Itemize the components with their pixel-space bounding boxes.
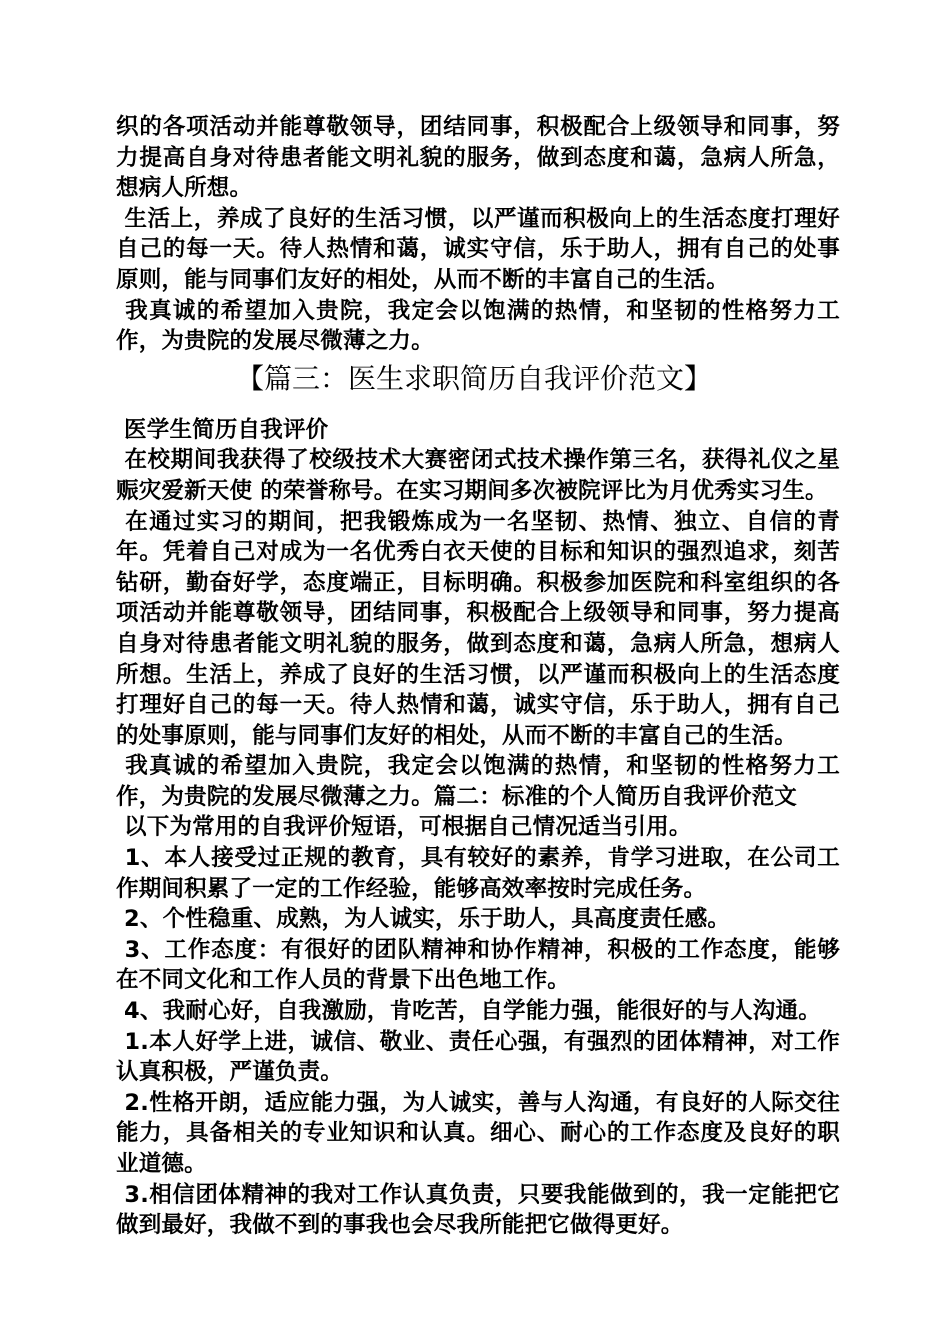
list-item-1: 1、本人接受过正规的教育，具有较好的素养，肯学习进取，在公司工作期间积累了一定的工作经验，能够高效率按时完成任务。 — [116, 845, 840, 902]
paragraph-phrases-intro: 以下为常用的自我评价短语，可根据自己情况适当引用。 — [116, 814, 692, 841]
list-item-3: 3、工作态度：有很好的团队精神和协作精神，积极的工作态度，能够在不同文化和工作人员的背景下出色地工作。 — [116, 936, 840, 994]
subheading-medical-student: 医学生简历自我评价 — [116, 416, 329, 443]
section-title: 【篇三：医生求职简历自我评价范文】 — [235, 361, 712, 395]
list-item-1-dot: 1.本人好学上进，诚信、敬业、责任心强，有强烈的团体精神，对工作认真积极，严谨负责。 — [116, 1028, 840, 1086]
list-item-3-dot: 3.相信团体精神的我对工作认真负责，只要我能做到的，我一定能把它做到最好，我做不到的事我也会尽我所能把它做得更好。 — [116, 1181, 840, 1239]
paragraph-activities-continued: 织的各项活动并能尊敬领导，团结同事，积极配合上级领导和同事，努力提高自身对待患者能文明礼貌的服务，做到态度和蔼，急病人所急，想病人所想。 — [116, 114, 840, 202]
document-body — [116, 112, 849, 1241]
list-item-4: 4、我耐心好，自我激励，肯吃苦，自学能力强，能很好的与人沟通。 — [116, 998, 821, 1025]
paragraph-join-hospital: 我真诚的希望加入贵院，我定会以饱满的热情，和坚韧的性格努力工作，为贵院的发展尽微薄之力。 — [116, 297, 840, 355]
list-item-2: 2、个性稳重、成熟，为人诚实，乐于助人，具高度责任感。 — [116, 906, 731, 933]
paragraph-life-habits: 生活上，养成了良好的生活习惯，以严谨而积极向上的生活态度打理好自己的每一天。待人热情和蔼，诚实守信，乐于助人，拥有自己的处事原则，能与同事们友好的相处，从而不断的丰富自己的生活。 — [116, 205, 840, 293]
paragraph-awards: 在校期间我获得了校级技术大赛密闭式技术操作第三名，获得礼仪之星 赈灾爱新天使 的荣誉称号。在实习期间多次被院评比为月优秀实习生。 — [116, 447, 849, 504]
list-item-2-dot: 2.性格开朗，适应能力强，为人诚实，善与人沟通，有良好的人际交往能力，具备相关的专业知识和认真。细心、耐心的工作态度及良好的职业道德。 — [116, 1089, 840, 1177]
paragraph-internship: 在通过实习的期间，把我锻炼成为一名坚韧、热情、独立、自信的青年。凭着自己对成为一名优秀白衣天使的目标和知识的强烈追求，刻苦钻研，勤奋好学，态度端正，目标明确。积极参加医院和科室组织的各项活动并能尊敬领导，团结同事，积极配合上级领导和同事，努力提高自身对待患者能文明礼貌的服务，做到态度和蔼，急病人所急，想病人所想。生活上，养成了良好的生活习惯，以严谨而积极向上的生活态度打理好自己的每一天。待人热情和蔼，诚实守信，乐于助人，拥有自己的处事原则，能与同事们友好的相处，从而不断的丰富自己的生活。 — [116, 508, 840, 749]
paragraph-join-hospital-2: 我真诚的希望加入贵院，我定会以饱满的热情，和坚韧的性格努力工作，为贵院的发展尽微薄之力。篇二：标准的个人简历自我评价范文 — [116, 753, 840, 810]
